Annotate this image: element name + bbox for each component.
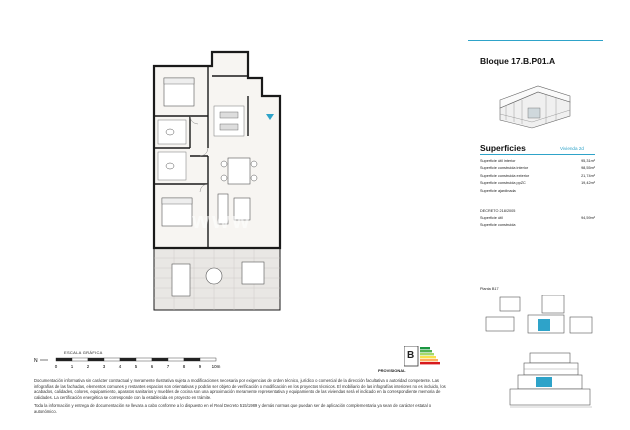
energy-provisional-label: PROVISIONAL	[378, 368, 406, 373]
info-panel	[468, 40, 603, 425]
scale-tick-label: 6	[150, 364, 154, 369]
scale-segment	[168, 358, 184, 361]
scale-segment	[72, 358, 88, 361]
panel-top-rule	[468, 40, 603, 41]
svg-text:N: N	[34, 358, 38, 364]
scale-segment	[104, 358, 120, 361]
surface-row: Superficie ajardinada	[480, 188, 516, 193]
scale-tick-label: 2	[86, 364, 90, 369]
decree-block	[480, 208, 595, 230]
scale-tick-label: 3	[102, 364, 106, 369]
surfaces-rule	[480, 154, 595, 155]
surfaces-title: Superficies	[480, 143, 526, 153]
scale-title: ESCALA GRÁFICA	[64, 350, 103, 355]
scale-segment	[184, 358, 200, 361]
scale-bar	[34, 354, 234, 372]
scale-segment	[200, 358, 216, 361]
surface-row: Superficie útil interior 95,31m²	[480, 159, 595, 163]
decree-row: Superficie construida	[480, 223, 516, 228]
terrace-table	[206, 268, 222, 284]
surfaces-list	[480, 158, 595, 195]
scale-tick-label: 4	[118, 364, 122, 369]
surface-row: Superficie construida exterior 21,74m²	[480, 173, 595, 178]
dining-table	[228, 158, 250, 184]
disclaimer-paragraph-1: Documentación informativa sin carácter contractual y meramente Ilustrativa sujeta a modificaciones necesaria por exigencias de orden técnico, jurídico o comercial de la dirección facultativa o autoridad competente. Las infografías de las fachadas, elementos comunes y restantes espacios son orientativas y podrán ser objeto de verificación o modificación en los proyectos técnicos. El mobiliario de las infografías interiores no es incluido, los acabados, calidades, colores, equipamiento, aparatos sanitarios y muebles de cocina son una aproximación meramente representativa y equipamiento de las viviendas será el indicado en la correspondiente memoria de calidades. La certificación energética se corresponde con la establecida en proyecto en trámite.	[34, 378, 446, 400]
scale-segment	[120, 358, 136, 361]
watermark: www	[192, 208, 253, 233]
dwelling-type: Vivienda 2d	[560, 146, 584, 151]
scale-tick-label: 0	[54, 364, 58, 369]
scale-segment	[88, 358, 104, 361]
scale-tick-label: 9	[198, 364, 202, 369]
decree-row: Superficie útil 94,59m²	[480, 216, 595, 220]
scale-tick-label: 7	[166, 364, 170, 369]
scale-tick-label: 10m	[211, 364, 221, 369]
scale-segment	[136, 358, 152, 361]
graphic-scale	[34, 350, 234, 372]
scale-segment	[152, 358, 168, 361]
scale-tick-label: 5	[134, 364, 138, 369]
floor-plan	[150, 48, 290, 316]
building-thumbnail	[498, 78, 572, 130]
surface-row: Superficie construida interior 98,55m²	[480, 166, 595, 171]
scale-tick-label: 8	[182, 364, 186, 369]
key-plan-diagram	[480, 295, 598, 420]
energy-certificate	[378, 346, 438, 382]
decree-title: DECRETO 218/2005	[480, 209, 516, 213]
floor-key-label: Planta B17	[480, 287, 499, 291]
surface-row: Superficie construida ppZC 19,42m²	[480, 181, 595, 186]
scale-tick-label: 1	[70, 364, 74, 369]
energy-class: B	[407, 350, 415, 361]
scale-segment	[56, 358, 72, 361]
highlighted-unit	[538, 319, 550, 331]
kitchen	[214, 106, 244, 136]
disclaimer-paragraph-2: Toda la información y entrega de documentación se llevara a cabo conforme a lo dispuesto en el Real Decreto 515/1989 y demás normas que puedan ser de aplicación complementaria ya sean de carácter estatal o autonómico.	[34, 403, 432, 414]
disclaimer	[34, 378, 449, 418]
unit-title: Bloque 17.B.P01.A	[480, 56, 556, 66]
